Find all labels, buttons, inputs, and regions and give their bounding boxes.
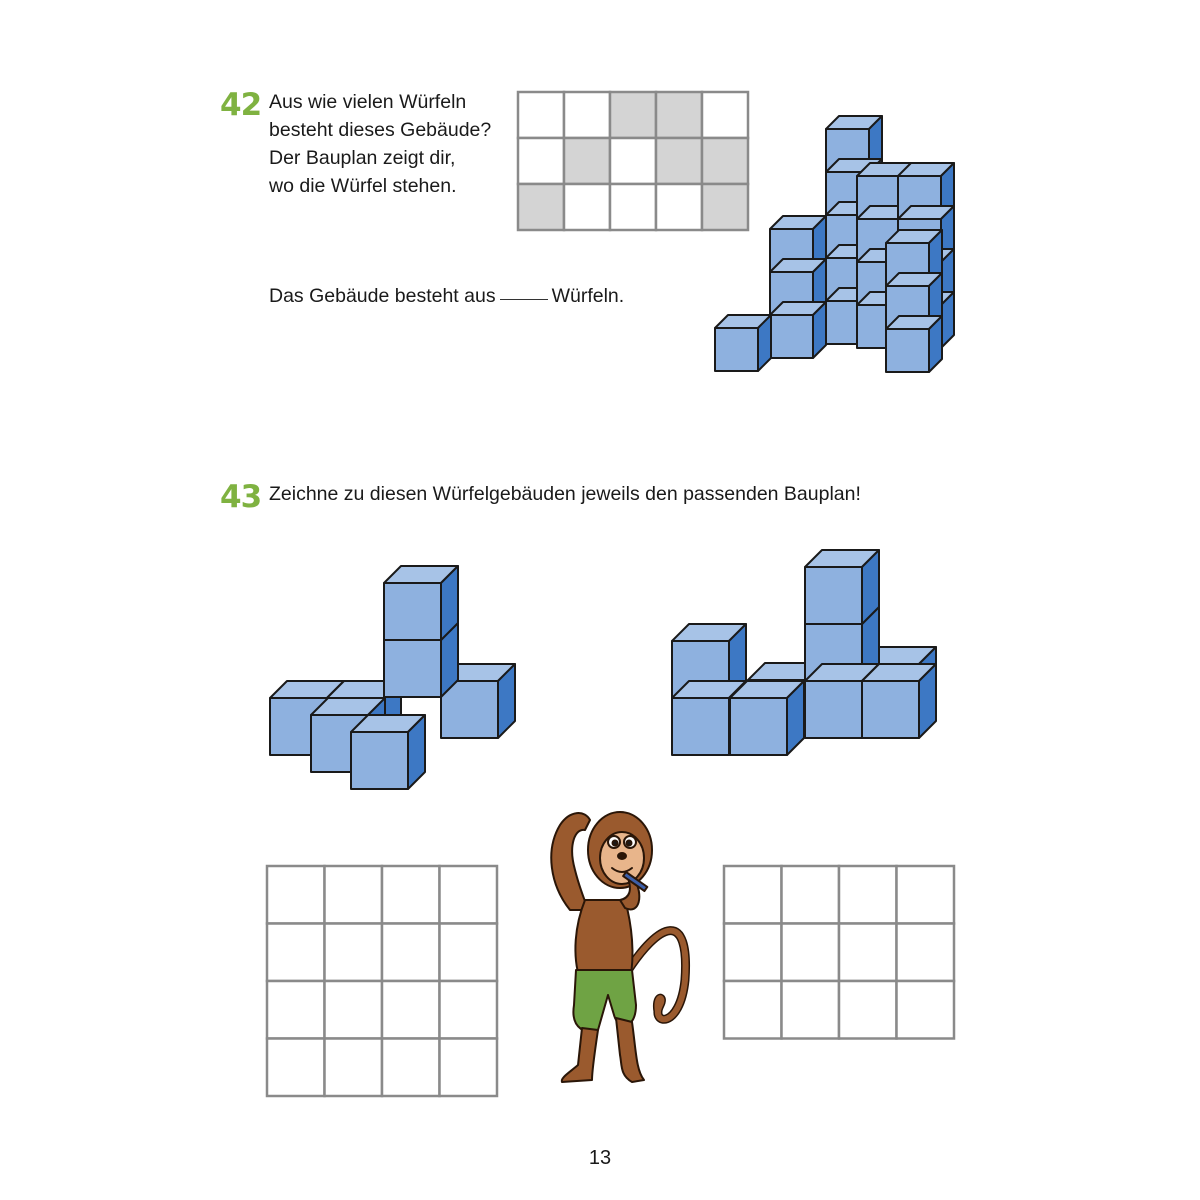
grid-cell: [382, 924, 440, 982]
grid-cell: [897, 981, 955, 1039]
grid-cell: [724, 981, 782, 1039]
cube: [805, 550, 879, 624]
grid-cell: [440, 866, 498, 924]
grid-cell: [782, 924, 840, 982]
grid-cell: [839, 866, 897, 924]
grid-cell: [724, 866, 782, 924]
bauplan-grid-right[interactable]: [724, 866, 954, 1038]
cube: [730, 681, 804, 755]
task-number-42: 42: [220, 87, 262, 123]
grid-cell: [267, 924, 325, 982]
cube: [862, 664, 936, 738]
page-number: 13: [588, 1147, 612, 1169]
grid-cell: [782, 981, 840, 1039]
question-line: wo die Würfel stehen.: [269, 175, 457, 197]
question-line: Aus wie vielen Würfeln: [269, 91, 467, 113]
grid-cell: [325, 981, 383, 1039]
monkey-illustration: [540, 790, 700, 1090]
bauplan-grid-left[interactable]: [267, 866, 497, 1096]
grid-cell: [267, 981, 325, 1039]
cube: [384, 566, 458, 640]
grid-cell: [440, 924, 498, 982]
task-number-43: 43: [220, 479, 262, 515]
question-line: Der Bauplan zeigt dir,: [269, 147, 456, 169]
grid-cell: [440, 981, 498, 1039]
grid-cell: [440, 1039, 498, 1097]
grid-cell: [382, 866, 440, 924]
grid-cell: [325, 924, 383, 982]
grid-cell: [382, 981, 440, 1039]
grid-cell: [382, 1039, 440, 1097]
grid-cell: [724, 924, 782, 982]
answer-suffix: Würfeln.: [551, 285, 625, 307]
question-line: besteht dieses Gebäude?: [269, 119, 492, 141]
cube: [351, 715, 425, 789]
instruction-text: Zeichne zu diesen Würfelgebäuden jeweils den passenden Bauplan!: [269, 483, 861, 505]
grid-cell: [897, 924, 955, 982]
answer-prefix: Das Gebäude besteht aus: [269, 285, 496, 307]
grid-cell: [897, 866, 955, 924]
grid-cell: [839, 981, 897, 1039]
grid-cell: [325, 1039, 383, 1097]
grid-cell: [782, 866, 840, 924]
grid-cell: [267, 1039, 325, 1097]
grid-cell: [267, 866, 325, 924]
grid-cell: [325, 866, 383, 924]
grid-cell: [839, 924, 897, 982]
